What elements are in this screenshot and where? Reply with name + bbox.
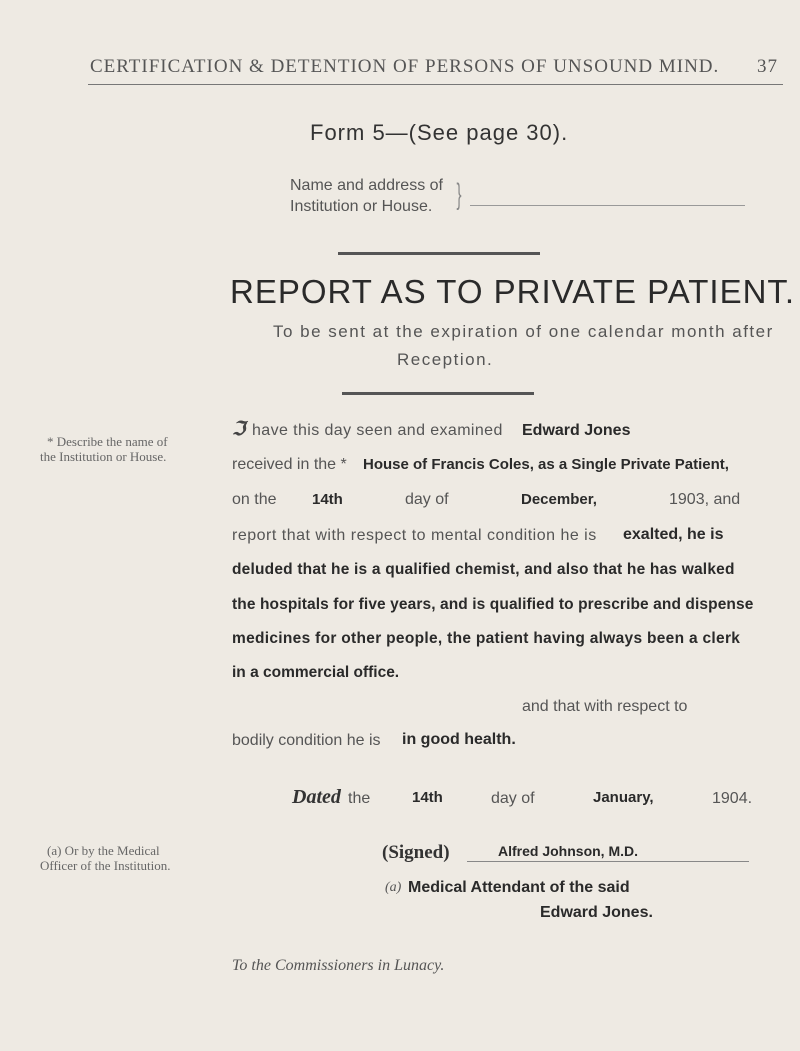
subtitle-line2: Reception. — [397, 350, 494, 369]
form-title: Form 5—(See page 30). — [310, 120, 569, 145]
signature-name: Alfred Johnson, M.D. — [498, 843, 638, 859]
mental-condition-start: exalted, he is — [623, 526, 724, 543]
header-rule — [88, 84, 783, 85]
house-name: House of Francis Coles, as a Single Private Patient, — [363, 456, 729, 473]
page-number: 37 — [757, 56, 778, 77]
body-bodily-line: bodily condition he is — [232, 732, 381, 749]
body-bodily-prefix: and that with respect to — [522, 698, 688, 715]
signed-role-1: Medical Attendant of the said — [408, 879, 630, 896]
bodily-condition: in good health. — [402, 731, 516, 748]
body-i-have: have this day seen and examined — [252, 422, 503, 439]
i-initial: ℑ — [232, 419, 246, 440]
body-report: report that with respect to mental condition he is — [232, 527, 597, 544]
report-title: REPORT AS TO PRIVATE PATIENT. — [230, 273, 796, 310]
institution-label-1: Name and address of — [290, 177, 443, 194]
patient-name: Edward Jones — [522, 422, 631, 439]
dated-year: 1904. — [712, 790, 753, 807]
divider-top — [338, 252, 540, 255]
side-note-describe-2: the Institution or House. — [40, 449, 167, 464]
dated-label: Dated — [292, 786, 341, 808]
body-day-of: day of — [405, 491, 449, 508]
side-note-medical-1: (a) Or by the Medical — [47, 843, 160, 858]
side-note-describe-1: * Describe the name of — [47, 434, 168, 449]
dated-the: the — [348, 790, 371, 807]
institution-blank-line — [470, 205, 745, 206]
reception-day: 14th — [312, 491, 343, 508]
institution-brace: } — [456, 178, 462, 211]
signed-label: (Signed) — [382, 842, 450, 863]
running-header: CERTIFICATION & DETENTION OF PERSONS OF UNSOUND MIND. — [90, 56, 720, 77]
dated-day-of: day of — [491, 790, 535, 807]
mental-condition-line-4: medicines for other people, the patient having always been a clerk — [232, 630, 741, 647]
body-on-the: on the — [232, 491, 277, 508]
dated-day: 14th — [412, 789, 443, 806]
reception-year: 1903, and — [669, 491, 741, 508]
signed-a: (a) — [385, 880, 402, 895]
institution-label-2: Institution or House. — [290, 198, 433, 215]
signed-role-2: Edward Jones. — [540, 904, 653, 921]
reception-month: December, — [521, 491, 597, 508]
signature-line — [467, 861, 749, 862]
subtitle-line1: To be sent at the expiration of one calendar month after — [273, 322, 774, 341]
mental-condition-line-3: the hospitals for five years, and is qualified to prescribe and dispense — [232, 596, 754, 613]
body-received: received in the * — [232, 456, 347, 473]
mental-condition-line-2: deluded that he is a qualified chemist, and also that he has walked — [232, 561, 735, 578]
mental-condition-line-5: in a commercial office. — [232, 664, 400, 681]
side-note-medical-2: Officer of the Institution. — [40, 858, 171, 873]
divider-bottom — [342, 392, 534, 395]
addressee: To the Commissioners in Lunacy. — [232, 957, 445, 974]
dated-month: January, — [593, 789, 654, 806]
